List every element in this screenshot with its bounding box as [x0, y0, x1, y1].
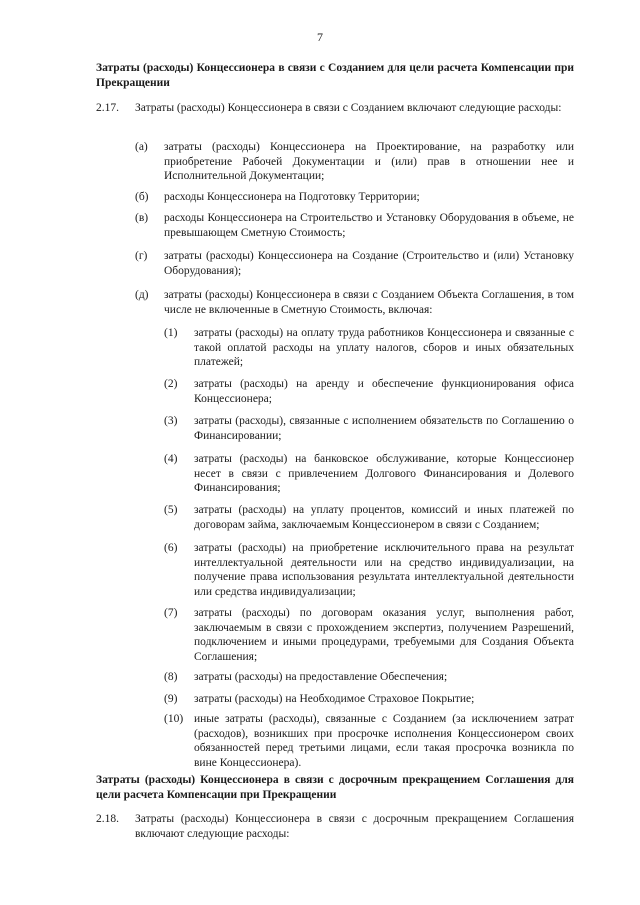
item-text: затраты (расходы) Концессионера в связи с Созданием Объекта Соглашения, в том числе не включенные в Сметную Стоимость, включая:	[164, 289, 574, 316]
clause-text-2-17: Затраты (расходы) Концессионера в связи с Созданием включают следующие расходы:	[135, 102, 562, 114]
clause-number-2-18: 2.18.	[96, 813, 119, 825]
subitem-label: (8)	[164, 671, 178, 683]
item-label: (а)	[135, 141, 148, 153]
subitem-label: (1)	[164, 327, 178, 339]
subitem-text: затраты (расходы) на приобретение исключительного права на результат интеллектуальной деятельности или на средство индивидуализации, на получение права использования результата интеллектуальной деятельности или средства индивидуализации;	[194, 542, 574, 598]
subitem-text: затраты (расходы), связанные с исполнением обязательств по Соглашению о Финансировании;	[194, 415, 574, 442]
subitem-label: (7)	[164, 607, 178, 619]
subitem-label: (9)	[164, 693, 178, 705]
subitem-label: (10)	[164, 713, 184, 725]
clause-number-2-17: 2.17.	[96, 102, 119, 114]
section-heading-creation-costs: Затраты (расходы) Концессионера в связи с Созданием для цели расчета Компенсации при Прекращении	[96, 62, 574, 89]
section-heading-termination-costs: Затраты (расходы) Концессионера в связи с досрочным прекращением Соглашения для цели расчета Компенсации при Прекращении	[96, 774, 574, 801]
subitem-text: затраты (расходы) на аренду и обеспечение функционирования офиса Концессионера;	[194, 378, 574, 405]
item-label: (б)	[135, 191, 149, 203]
subitem-label: (3)	[164, 415, 178, 427]
subitem-text: затраты (расходы) на предоставление Обеспечения;	[194, 671, 448, 683]
subitem-text: иные затраты (расходы), связанные с Созданием (за исключением затрат (расходов), возникших при просрочке исполнения Концессионером своих обязанностей перед третьими лицами, если такая просрочка возникла по вине Концессионера).	[194, 713, 574, 769]
subitem-text: затраты (расходы) на Необходимое Страховое Покрытие;	[194, 693, 475, 705]
subitem-text: затраты (расходы) на уплату процентов, комиссий и иных платежей по договорам займа, заключаемым Концессионером в связи с Созданием;	[194, 504, 574, 531]
item-label: (г)	[135, 250, 148, 262]
item-text: затраты (расходы) Концессионера на Проектирование, на разработку или приобретение Рабочей Документации и (или) прав в отношении нее и Исполнительной Документации;	[164, 141, 574, 182]
item-text: затраты (расходы) Концессионера на Создание (Строительство и (или) Установку Оборудования);	[164, 250, 574, 277]
item-label: (в)	[135, 212, 149, 224]
subitem-label: (2)	[164, 378, 178, 390]
subitem-text: затраты (расходы) по договорам оказания услуг, выполнения работ, заключаемым в связи с прохождением экспертиз, получением Разрешений, подключением и иными процедурами, требуемыми для Создания Объекта Соглашения;	[194, 607, 574, 663]
subitem-text: затраты (расходы) на банковское обслуживание, которые Концессионер несет в связи с привлечением Долгового Финансирования и Долевого Финансирования;	[194, 453, 574, 494]
subitem-label: (5)	[164, 504, 178, 516]
item-text: расходы Концессионера на Строительство и Установку Оборудования в объеме, не превышающем Сметную Стоимость;	[164, 212, 574, 239]
item-text: расходы Концессионера на Подготовку Территории;	[164, 191, 420, 203]
subitem-label: (4)	[164, 453, 178, 465]
subitem-text: затраты (расходы) на оплату труда работников Концессионера и связанные с такой оплатой расходы на уплату налогов, сборов и иных обязательных платежей;	[194, 327, 574, 368]
page-number: 7	[317, 30, 323, 44]
item-label: (д)	[135, 289, 149, 301]
clause-text-2-18: Затраты (расходы) Концессионера в связи с досрочным прекращением Соглашения включают следующие расходы:	[135, 813, 574, 840]
subitem-label: (6)	[164, 542, 178, 554]
